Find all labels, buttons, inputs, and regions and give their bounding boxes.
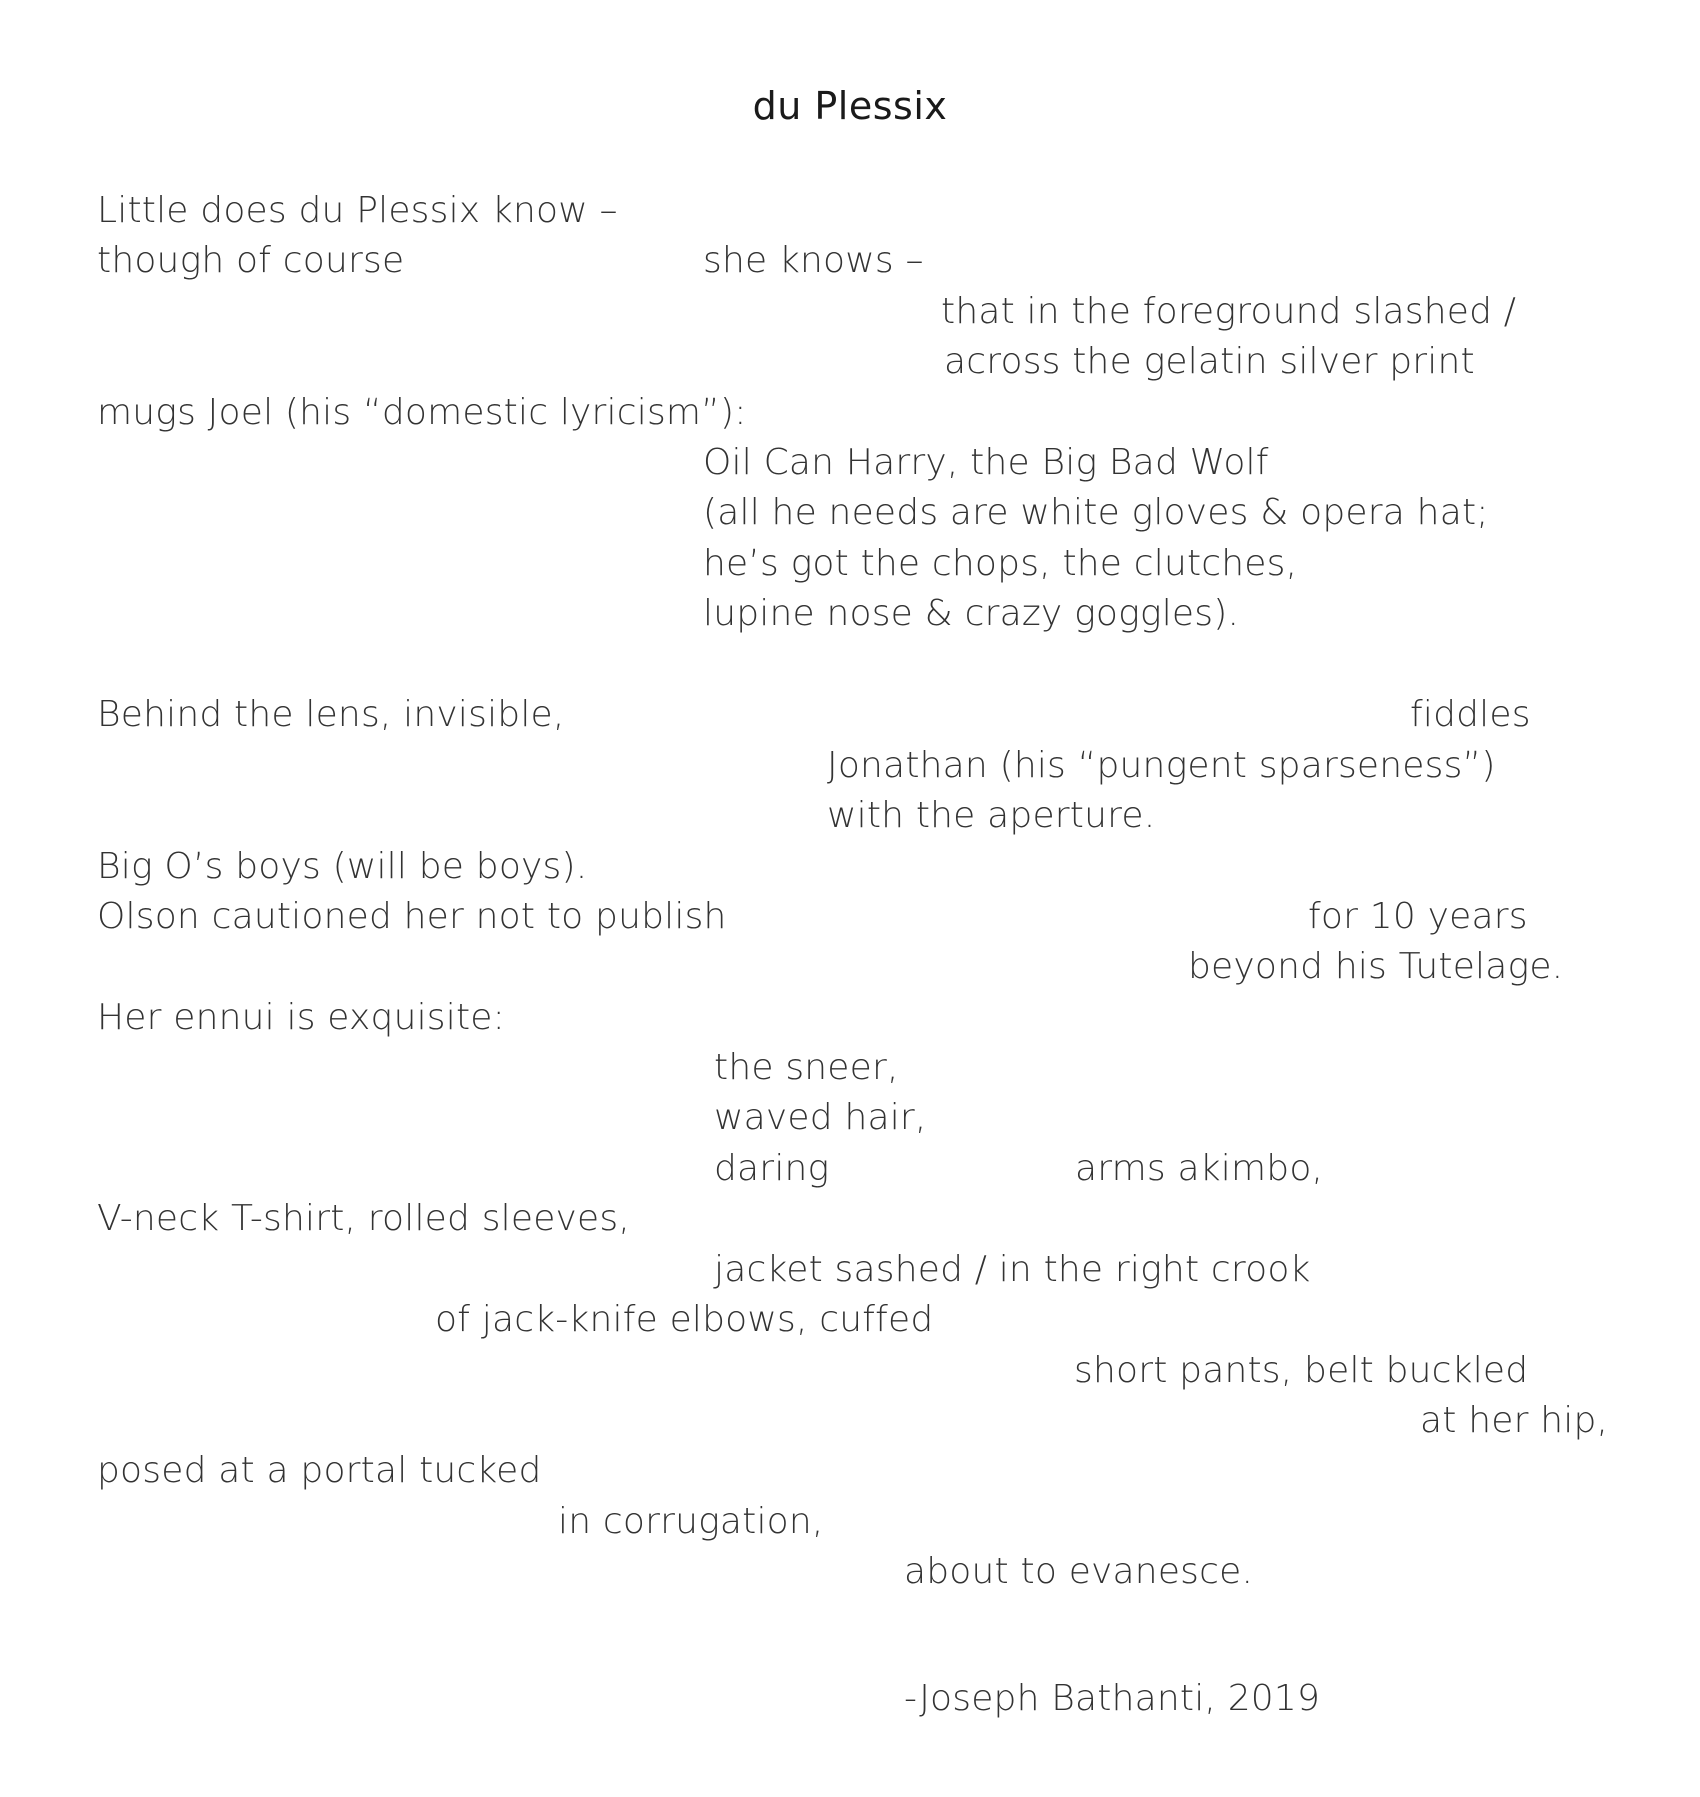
poem-line: Little does du Plessix know –: [97, 190, 618, 231]
poem-line: arms akimbo,: [1075, 1148, 1324, 1189]
poem-line: Jonathan (his “pungent sparseness”): [827, 745, 1496, 786]
poem-line: jacket sashed / in the right crook: [714, 1249, 1311, 1290]
poem-line: short pants, belt buckled: [1074, 1350, 1529, 1391]
poem-line: though of course: [97, 240, 405, 281]
poem-line: Behind the lens, invisible,: [97, 694, 565, 735]
poem-attribution: -Joseph Bathanti, 2019: [904, 1678, 1321, 1719]
poem-line: Oil Can Harry, the Big Bad Wolf: [703, 442, 1269, 483]
poem-line: daring: [714, 1148, 830, 1189]
poem-line: about to evanesce.: [904, 1551, 1254, 1592]
poem-line: (all he needs are white gloves & opera hat;: [703, 492, 1489, 533]
poem-line: she knows –: [703, 240, 924, 281]
poem-line: he’s got the chops, the clutches,: [703, 543, 1298, 584]
poem-line: V-neck T-shirt, rolled sleeves,: [97, 1198, 630, 1239]
poem-line: across the gelatin silver print: [944, 341, 1475, 382]
poem-line: Her ennui is exquisite:: [97, 997, 505, 1038]
poem-line: Big O’s boys (will be boys).: [97, 846, 588, 887]
poem-line: posed at a portal tucked: [97, 1450, 542, 1491]
poem-line: lupine nose & crazy goggles).: [703, 593, 1240, 634]
poem-line: of jack-knife elbows, cuffed: [435, 1299, 934, 1340]
poem-line: at her hip,: [1420, 1400, 1609, 1441]
poem-line: with the aperture.: [827, 795, 1156, 836]
poem-line: mugs Joel (his “domestic lyricism”):: [97, 392, 747, 433]
poem-line: in corrugation,: [558, 1501, 824, 1542]
poem-line: waved hair,: [714, 1097, 927, 1138]
poem-line: that in the foreground slashed /: [941, 291, 1517, 332]
poem-line: beyond his Tutelage.: [1188, 946, 1564, 987]
poem-line: fiddles: [1410, 694, 1531, 735]
poem-line: the sneer,: [714, 1047, 899, 1088]
poem-line: Olson cautioned her not to publish: [97, 896, 727, 937]
poem-line: for 10 years: [1308, 896, 1528, 937]
poem-title: du Plessix: [752, 84, 948, 128]
